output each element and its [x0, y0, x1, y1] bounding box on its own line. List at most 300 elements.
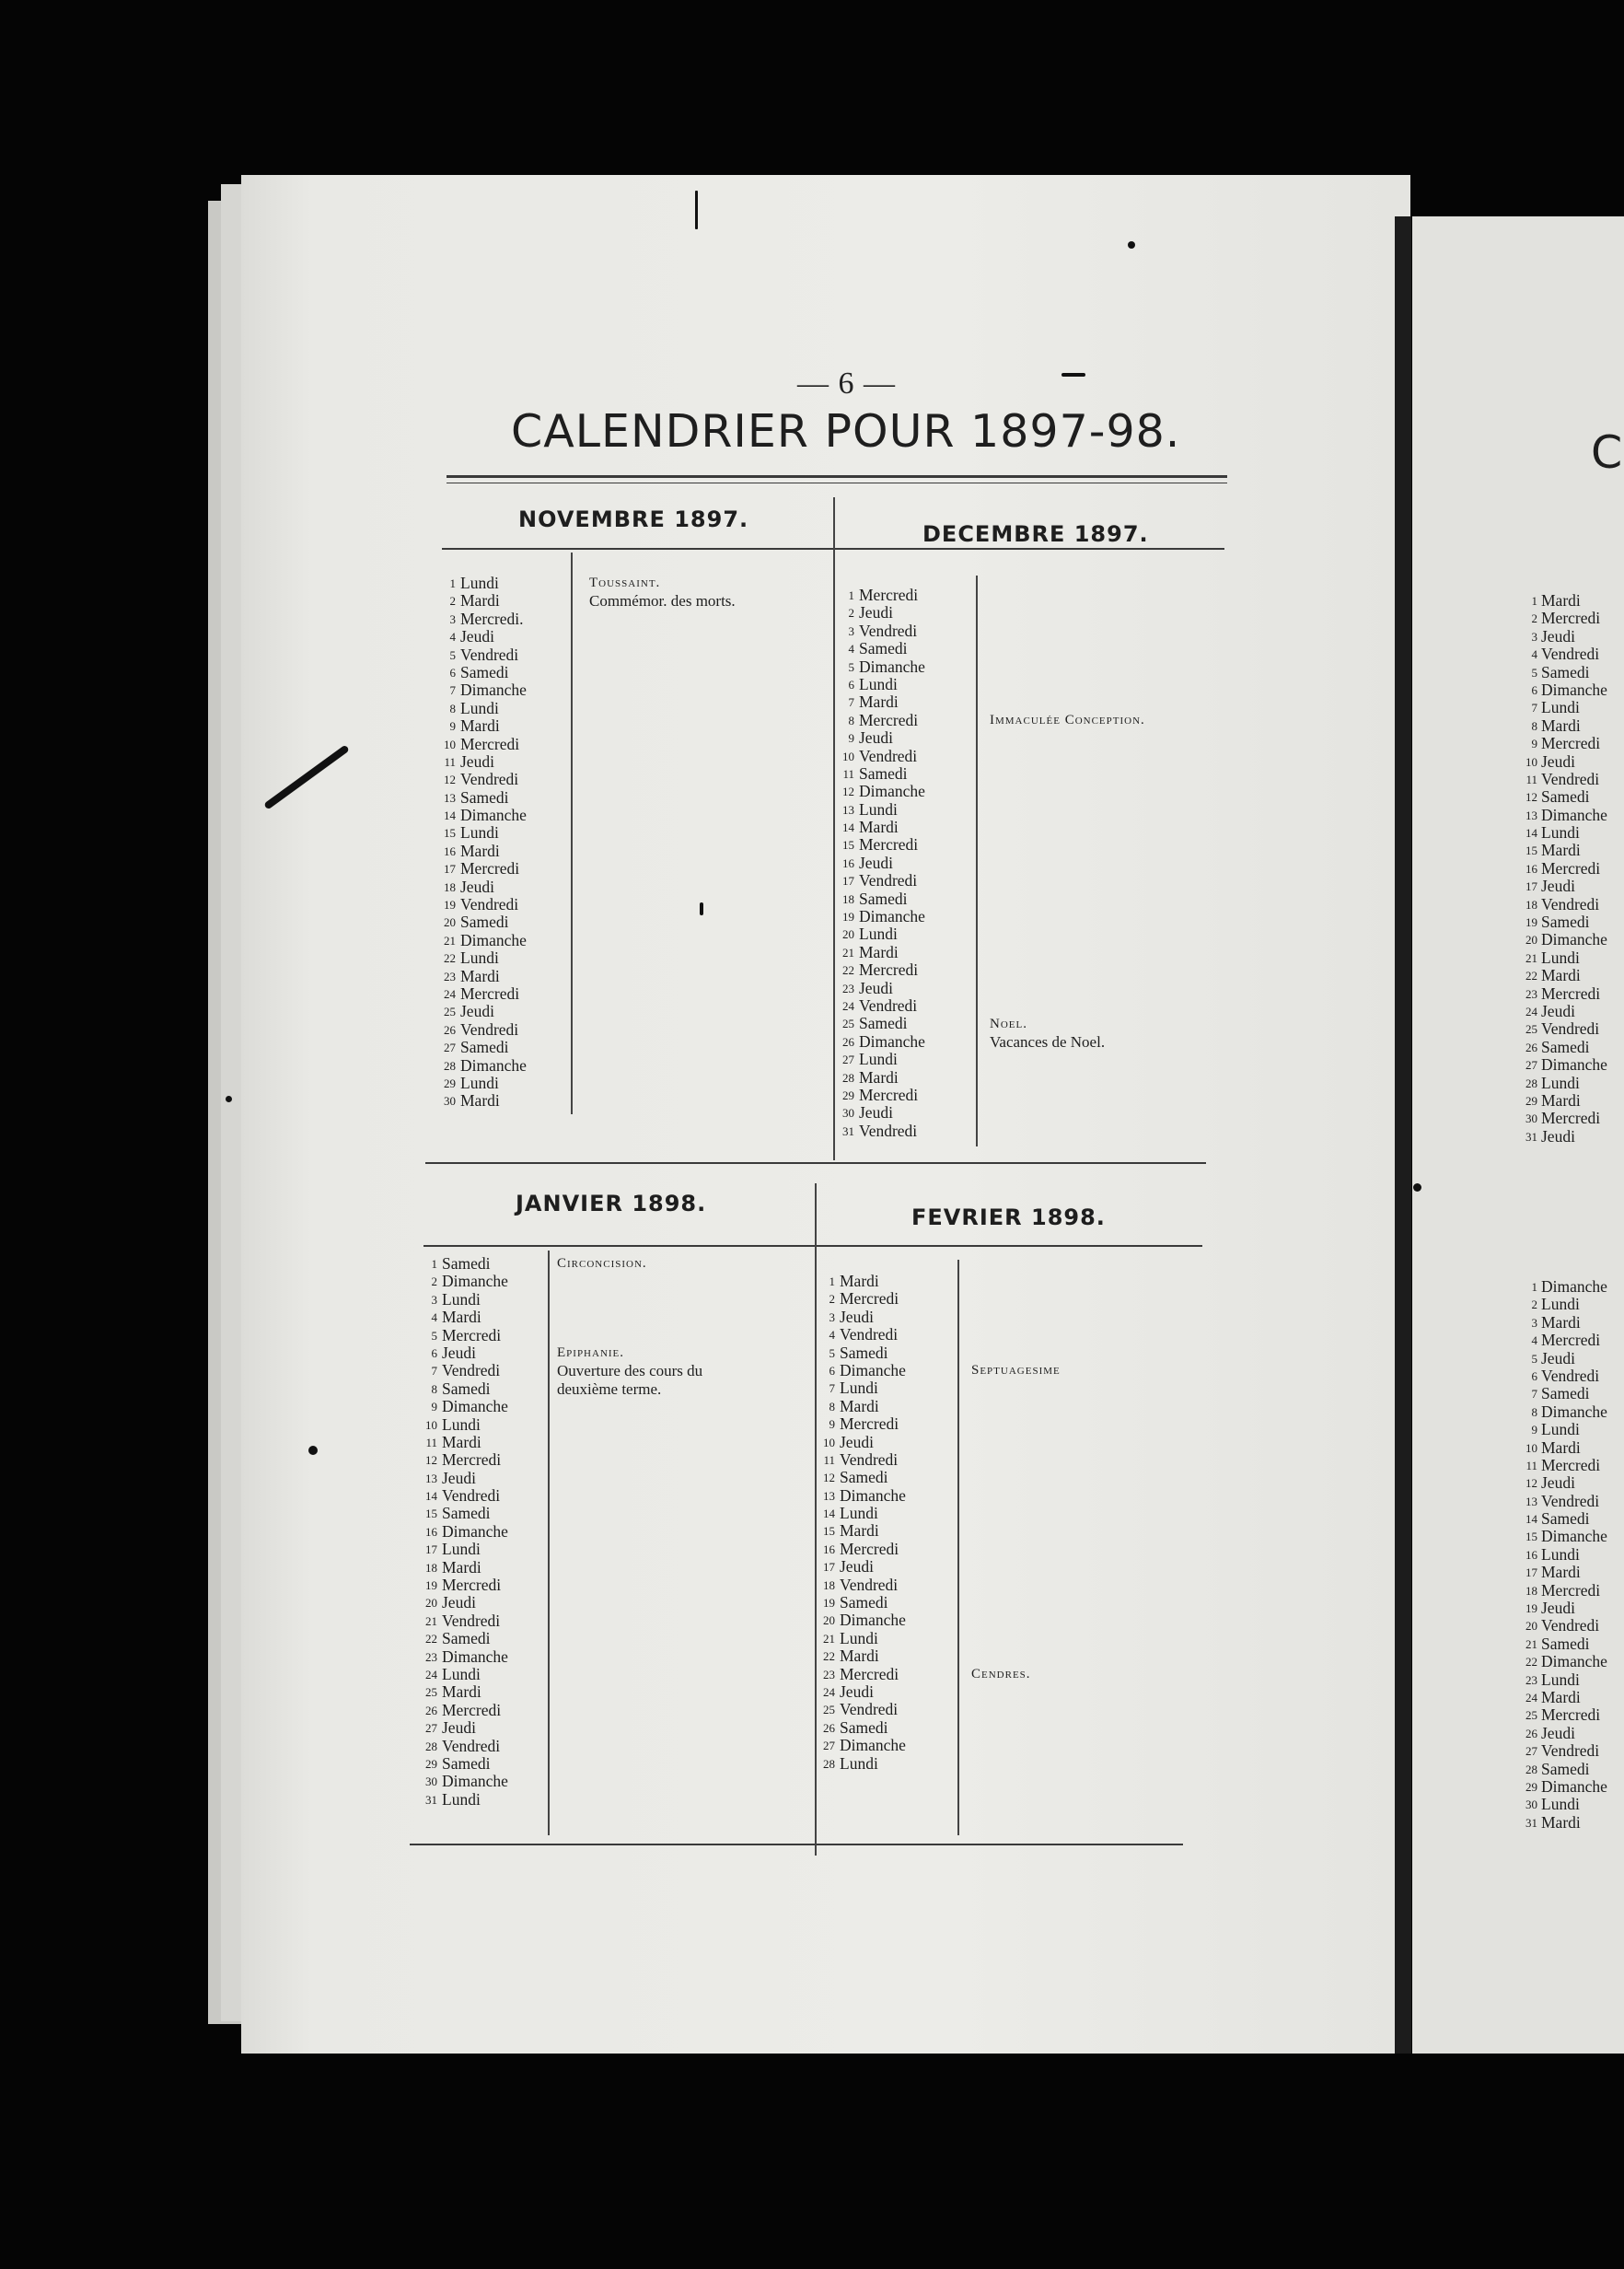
day-row	[410, 1362, 508, 1379]
weekday-name: Vendredi	[1541, 1019, 1600, 1039]
day-row	[1517, 807, 1607, 824]
day-row	[807, 1398, 906, 1415]
day-row	[410, 1773, 508, 1790]
day-number: 9	[829, 1417, 835, 1432]
day-number: 24	[842, 998, 854, 1013]
day-row	[1517, 878, 1607, 895]
feast-note: Septuagesime	[971, 1363, 1061, 1378]
day-number: 10	[425, 1417, 437, 1432]
day-number: 29	[444, 1076, 456, 1090]
day-row	[807, 1558, 906, 1576]
day-number: 16	[842, 855, 854, 870]
weekday-name: Dimanche	[1541, 1776, 1607, 1796]
day-row	[827, 712, 925, 729]
weekday-name: Lundi	[442, 1414, 481, 1434]
day-row	[1517, 1385, 1607, 1402]
day-row	[428, 771, 527, 788]
day-row	[827, 765, 925, 783]
day-row	[1517, 681, 1607, 699]
day-number: 7	[829, 1381, 835, 1396]
weekday-name: Vendredi	[1541, 645, 1600, 664]
day-row	[410, 1451, 508, 1469]
weekday-name: Dimanche	[859, 907, 925, 926]
day-number: 13	[1525, 808, 1537, 822]
day-row	[410, 1719, 508, 1737]
day-number: 5	[1531, 665, 1537, 680]
day-row	[1517, 1671, 1607, 1689]
day-number: 28	[842, 1070, 854, 1085]
month-header-fevrier: FEVRIER 1898.	[911, 1204, 1106, 1230]
day-number: 4	[829, 1328, 835, 1343]
day-row	[1517, 1653, 1607, 1670]
weekday-name: Samedi	[1541, 1759, 1590, 1778]
day-row	[428, 700, 527, 717]
print-speck	[700, 902, 703, 915]
day-number: 8	[431, 1381, 437, 1396]
weekday-name: Mardi	[1541, 1090, 1581, 1110]
weekday-name: Lundi	[1541, 1670, 1580, 1689]
day-number: 24	[823, 1684, 835, 1699]
day-number: 8	[449, 701, 456, 716]
weekday-name: Mercredi	[460, 859, 520, 879]
day-number: 22	[1525, 1655, 1537, 1670]
day-row	[410, 1487, 508, 1505]
day-row	[410, 1327, 508, 1344]
weekday-name: Mardi	[460, 1091, 500, 1111]
weekday-name: Jeudi	[840, 1307, 874, 1326]
day-number: 10	[842, 749, 854, 763]
day-row	[428, 824, 527, 842]
day-row	[1517, 1075, 1607, 1092]
weekday-name: Mardi	[442, 1682, 481, 1702]
day-row	[1517, 1332, 1607, 1349]
day-row	[428, 985, 527, 1003]
day-row	[1517, 628, 1607, 646]
day-number: 4	[1531, 1333, 1537, 1348]
day-row	[1517, 1350, 1607, 1367]
weekday-name: Lundi	[1541, 698, 1580, 717]
feast-note: Circoncision.	[557, 1256, 647, 1271]
weekday-name: Vendredi	[1541, 1366, 1600, 1385]
day-row	[410, 1648, 508, 1666]
weekday-name: Dimanche	[1541, 1652, 1607, 1671]
weekday-name: Dimanche	[1541, 680, 1607, 699]
weekday-name: Jeudi	[859, 603, 893, 623]
day-number: 12	[425, 1453, 437, 1468]
day-row	[807, 1273, 906, 1290]
weekday-name: Mardi	[1541, 1437, 1581, 1457]
day-row	[410, 1541, 508, 1558]
day-row	[1517, 592, 1607, 610]
weekday-name: Jeudi	[859, 853, 893, 872]
weekday-name: Lundi	[460, 948, 499, 968]
weekday-name: Samedi	[1541, 1634, 1590, 1653]
day-row	[807, 1344, 906, 1362]
weekday-name: Jeudi	[840, 1557, 874, 1577]
day-row	[410, 1398, 508, 1415]
day-number: 31	[1525, 1129, 1537, 1144]
day-row	[428, 592, 527, 610]
day-number: 23	[425, 1649, 437, 1664]
day-row	[1517, 1128, 1607, 1146]
day-row	[807, 1647, 906, 1665]
day-row	[1517, 1582, 1607, 1600]
day-row	[1517, 1617, 1607, 1635]
day-number: 20	[444, 915, 456, 930]
day-number: 30	[444, 1094, 456, 1109]
day-row	[1517, 1278, 1607, 1296]
day-row	[807, 1309, 906, 1326]
day-row	[410, 1612, 508, 1630]
weekday-name: Mercredi	[840, 1289, 899, 1309]
weekday-name: Jeudi	[460, 751, 494, 771]
day-row	[1517, 985, 1607, 1003]
day-row	[827, 944, 925, 961]
day-row	[428, 611, 527, 628]
weekday-name: Vendredi	[442, 1361, 501, 1380]
day-number: 23	[842, 981, 854, 995]
day-row	[410, 1434, 508, 1451]
weekday-name: Samedi	[442, 1254, 491, 1273]
weekday-name: Dimanche	[840, 1485, 906, 1505]
day-number: 17	[1525, 1565, 1537, 1580]
day-number: 18	[444, 879, 456, 894]
day-number: 14	[1525, 826, 1537, 841]
day-row	[428, 807, 527, 824]
weekday-name: Mercredi	[859, 835, 919, 855]
weekday-name: Jeudi	[840, 1681, 874, 1701]
day-number: 27	[823, 1739, 835, 1753]
weekday-name: Samedi	[442, 1379, 491, 1398]
day-row	[410, 1470, 508, 1487]
day-row	[827, 1051, 925, 1068]
weekday-name: Samedi	[442, 1504, 491, 1523]
day-number: 15	[444, 826, 456, 841]
weekday-name: Lundi	[859, 799, 898, 819]
day-row	[827, 1015, 925, 1032]
day-row	[1517, 610, 1607, 627]
weekday-name: Mercredi.	[460, 609, 524, 628]
day-number: 27	[425, 1721, 437, 1736]
day-number: 29	[425, 1756, 437, 1771]
day-number: 26	[1525, 1040, 1537, 1054]
weekday-name: Mercredi	[1541, 1705, 1601, 1725]
day-row	[428, 913, 527, 931]
day-number: 2	[1531, 611, 1537, 626]
day-number: 11	[425, 1435, 437, 1449]
day-number: 20	[425, 1596, 437, 1611]
month-header-janvier: JANVIER 1898.	[516, 1191, 707, 1216]
weekday-name: Jeudi	[1541, 1348, 1575, 1367]
day-number: 24	[1525, 1690, 1537, 1705]
day-number: 28	[823, 1756, 835, 1771]
book-gutter	[1395, 216, 1411, 2054]
day-number: 25	[1525, 1022, 1537, 1037]
day-number: 15	[823, 1524, 835, 1539]
day-row	[428, 646, 527, 664]
day-row	[1517, 1796, 1607, 1813]
weekday-name: Jeudi	[1541, 1126, 1575, 1146]
weekday-name: Samedi	[859, 763, 908, 783]
day-row	[1517, 1296, 1607, 1313]
weekday-name: Mercredi	[840, 1664, 899, 1683]
day-number: 6	[1531, 1368, 1537, 1383]
weekday-name: Mercredi	[1541, 1331, 1601, 1350]
day-number: 23	[1525, 986, 1537, 1001]
day-row	[428, 949, 527, 967]
day-row	[827, 1123, 925, 1140]
weekday-name: Vendredi	[460, 770, 519, 789]
weekday-name: Mercredi	[859, 1085, 919, 1104]
weekday-name: Mardi	[859, 942, 899, 961]
weekday-name: Lundi	[1541, 1073, 1580, 1092]
day-row	[827, 604, 925, 622]
day-number: 3	[431, 1292, 437, 1307]
day-row	[827, 819, 925, 836]
day-number: 4	[431, 1310, 437, 1325]
day-number: 15	[842, 838, 854, 853]
day-number: 8	[1531, 1404, 1537, 1419]
day-row	[1517, 735, 1607, 752]
day-number: 6	[1531, 682, 1537, 697]
weekday-name: Jeudi	[1541, 1473, 1575, 1493]
day-number: 15	[1525, 844, 1537, 858]
right-page-day-list-top	[1517, 592, 1607, 1146]
day-row	[827, 997, 925, 1015]
day-row	[827, 623, 925, 640]
weekday-name: Lundi	[442, 1789, 481, 1809]
day-row	[807, 1415, 906, 1433]
weekday-name: Mardi	[859, 818, 899, 837]
feast-note: Vacances de Noel.	[990, 1033, 1106, 1051]
day-list-janvier	[410, 1255, 508, 1809]
weekday-name: Lundi	[460, 698, 499, 717]
day-row	[807, 1701, 906, 1718]
weekday-name: Mardi	[1541, 1687, 1581, 1706]
day-number: 27	[1525, 1744, 1537, 1759]
weekday-name: Dimanche	[1541, 1277, 1607, 1296]
weekday-name: Dimanche	[859, 782, 925, 801]
day-number: 8	[829, 1399, 835, 1414]
weekday-name: Mardi	[840, 1396, 879, 1415]
day-number: 4	[449, 630, 456, 645]
day-number: 6	[848, 677, 854, 692]
day-row	[807, 1362, 906, 1379]
day-number: 21	[842, 945, 854, 960]
day-row	[807, 1683, 906, 1701]
day-number: 6	[449, 665, 456, 680]
day-number: 12	[1525, 790, 1537, 805]
header-rule-bottom	[423, 1245, 1202, 1247]
day-number: 8	[848, 713, 854, 727]
day-number: 15	[425, 1507, 437, 1521]
weekday-name: Samedi	[460, 787, 509, 807]
weekday-name: Dimanche	[442, 1646, 508, 1666]
weekday-name: Dimanche	[442, 1521, 508, 1541]
column-divider	[548, 1251, 550, 1835]
day-number: 9	[449, 719, 456, 734]
day-number: 19	[425, 1578, 437, 1593]
weekday-name: Dimanche	[840, 1736, 906, 1755]
day-row	[410, 1255, 508, 1273]
weekday-name: Vendredi	[859, 621, 918, 640]
weekday-name: Samedi	[859, 1014, 908, 1033]
weekday-name: Jeudi	[442, 1593, 476, 1612]
weekday-name: Lundi	[840, 1379, 878, 1398]
day-row	[1517, 1564, 1607, 1581]
day-number: 17	[444, 862, 456, 877]
weekday-name: Vendredi	[859, 995, 918, 1015]
day-row	[428, 681, 527, 699]
weekday-name: Jeudi	[460, 1002, 494, 1021]
day-number: 6	[829, 1363, 835, 1378]
weekday-name: Jeudi	[1541, 751, 1575, 771]
weekday-name: Samedi	[1541, 787, 1590, 807]
day-row	[807, 1326, 906, 1344]
weekday-name: Mercredi	[1541, 1455, 1601, 1474]
column-divider	[957, 1260, 959, 1835]
day-row	[827, 961, 925, 979]
day-row	[827, 640, 925, 657]
day-number: 1	[1531, 594, 1537, 608]
day-row	[1517, 1457, 1607, 1474]
day-row	[827, 908, 925, 925]
day-row	[428, 736, 527, 753]
weekday-name: Samedi	[460, 662, 509, 681]
day-row	[428, 1092, 527, 1110]
weekday-name: Dimanche	[1541, 930, 1607, 949]
day-number: 26	[842, 1034, 854, 1049]
day-row	[1517, 1600, 1607, 1617]
day-number: 28	[444, 1058, 456, 1073]
day-row	[807, 1290, 906, 1308]
day-number: 23	[823, 1667, 835, 1681]
weekday-name: Jeudi	[1541, 626, 1575, 646]
day-number: 31	[842, 1123, 854, 1138]
weekday-name: Mardi	[840, 1272, 879, 1290]
day-row	[410, 1309, 508, 1326]
day-row	[827, 855, 925, 872]
weekday-name: Mercredi	[442, 1576, 502, 1595]
weekday-name: Vendredi	[442, 1736, 501, 1755]
weekday-name: Mercredi	[442, 1700, 502, 1719]
day-number: 12	[444, 773, 456, 787]
day-row	[410, 1416, 508, 1434]
day-number: 6	[431, 1345, 437, 1360]
day-number: 27	[444, 1041, 456, 1055]
weekday-name: Vendredi	[442, 1611, 501, 1630]
day-row	[428, 1039, 527, 1056]
day-row	[410, 1523, 508, 1541]
day-list-fevrier	[807, 1273, 906, 1773]
day-number: 14	[444, 809, 456, 823]
weekday-name: Lundi	[859, 674, 898, 693]
day-row	[1517, 699, 1607, 716]
day-number: 11	[823, 1452, 835, 1467]
feast-note: Cendres.	[971, 1666, 1031, 1681]
weekday-name: Mardi	[460, 716, 500, 736]
weekday-name: Samedi	[1541, 913, 1590, 932]
day-number: 2	[431, 1274, 437, 1289]
day-row	[1517, 913, 1607, 931]
day-number: 22	[842, 963, 854, 978]
day-row	[807, 1522, 906, 1540]
day-row	[1517, 1778, 1607, 1796]
day-number: 2	[1531, 1297, 1537, 1312]
day-number: 24	[444, 986, 456, 1001]
weekday-name: Mardi	[460, 841, 500, 860]
weekday-name: Lundi	[1541, 1420, 1580, 1439]
feast-note: Ouverture des cours du	[557, 1362, 703, 1380]
day-number: 1	[1531, 1280, 1537, 1294]
weekday-name: Samedi	[460, 913, 509, 932]
day-row	[827, 748, 925, 765]
day-row	[827, 925, 925, 943]
weekday-name: Lundi	[460, 1073, 499, 1092]
right-page-title-fragment: C	[1591, 426, 1623, 479]
day-row	[1517, 664, 1607, 681]
day-number: 5	[848, 659, 854, 674]
weekday-name: Lundi	[1541, 1295, 1580, 1314]
weekday-name: Samedi	[442, 1629, 491, 1648]
day-number: 17	[1525, 879, 1537, 894]
day-number: 25	[425, 1685, 437, 1700]
day-number: 5	[431, 1328, 437, 1343]
day-number: 14	[823, 1507, 835, 1521]
day-row	[410, 1577, 508, 1594]
weekday-name: Lundi	[1541, 1795, 1580, 1814]
day-row	[827, 1104, 925, 1122]
day-row	[827, 890, 925, 908]
weekday-name: Lundi	[859, 1050, 898, 1069]
day-number: 22	[444, 951, 456, 966]
day-row	[1517, 1020, 1607, 1038]
day-row	[807, 1719, 906, 1737]
day-row	[1517, 1493, 1607, 1510]
weekday-name: Lundi	[442, 1664, 481, 1683]
day-row	[428, 1075, 527, 1092]
day-number: 22	[425, 1632, 437, 1646]
weekday-name: Dimanche	[840, 1611, 906, 1630]
weekday-name: Vendredi	[1541, 1491, 1600, 1510]
column-divider	[571, 553, 573, 1114]
day-number: 16	[823, 1542, 835, 1556]
day-number: 4	[1531, 647, 1537, 662]
weekday-name: Vendredi	[442, 1486, 501, 1506]
day-row	[1517, 1439, 1607, 1457]
day-row	[410, 1755, 508, 1773]
day-row	[827, 729, 925, 747]
day-number: 26	[425, 1703, 437, 1717]
day-number: 3	[848, 623, 854, 638]
weekday-name: Lundi	[840, 1753, 878, 1773]
weekday-name: Mardi	[1541, 716, 1581, 735]
day-number: 7	[1531, 1387, 1537, 1402]
day-row	[1517, 1092, 1607, 1110]
day-number: 19	[444, 898, 456, 913]
section-rule-bottom	[410, 1844, 1183, 1845]
day-row	[1517, 717, 1607, 735]
weekday-name: Jeudi	[859, 728, 893, 748]
day-row	[807, 1594, 906, 1612]
weekday-name: Vendredi	[840, 1449, 899, 1469]
day-number: 18	[425, 1560, 437, 1575]
day-row	[1517, 824, 1607, 842]
day-number: 23	[444, 969, 456, 983]
day-row	[1517, 646, 1607, 663]
weekday-name: Mardi	[840, 1521, 879, 1541]
weekday-name: Mercredi	[442, 1325, 502, 1344]
